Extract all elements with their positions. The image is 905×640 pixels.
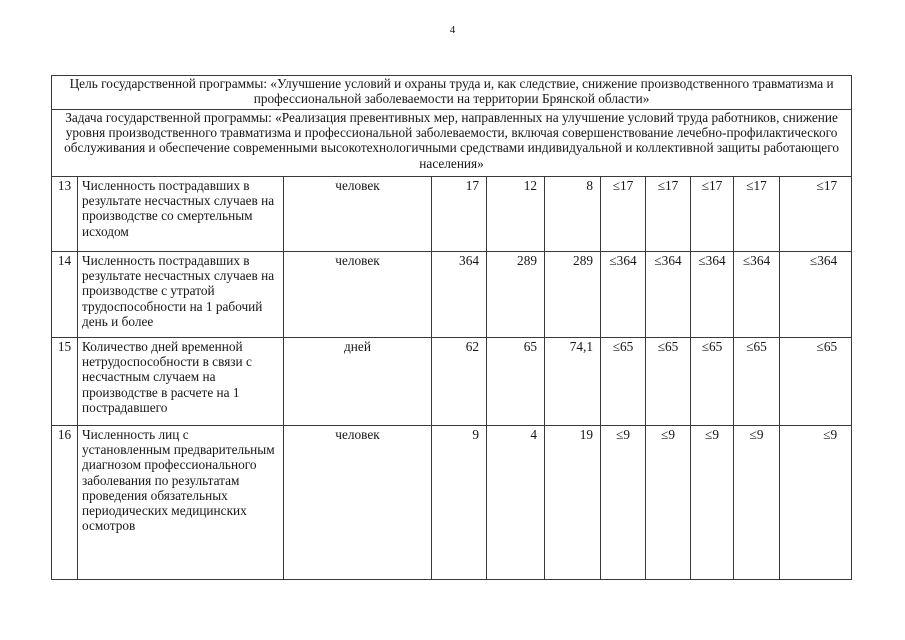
table-row: [52, 426, 852, 580]
target-cell: ≤364: [601, 252, 646, 338]
target-cell: ≤65: [601, 338, 646, 426]
indicator-name: Численность лиц с установленным предварительным диагнозом профессионального заболевания по результатам проведения обязательных периодических медицинских осмотров: [78, 426, 284, 580]
unit-cell: дней: [284, 338, 432, 426]
value-cell: 9: [432, 426, 487, 580]
value-cell: 4: [487, 426, 545, 580]
target-cell: ≤364: [646, 252, 691, 338]
target-cell: ≤9: [601, 426, 646, 580]
target-cell: ≤17: [780, 177, 852, 252]
value-cell: 8: [545, 177, 601, 252]
table-row: [52, 177, 852, 252]
target-cell: ≤65: [646, 338, 691, 426]
indicators-table: [51, 75, 852, 580]
program-goal: Цель государственной программы: «Улучшение условий и охраны труда и, как следствие, снижение производственного травматизма и профессиональной заболеваемости на территории Брянской области»: [52, 76, 852, 110]
task-row: [52, 110, 852, 177]
value-cell: 289: [545, 252, 601, 338]
target-cell: ≤17: [734, 177, 780, 252]
target-cell: ≤17: [601, 177, 646, 252]
table-row: [52, 338, 852, 426]
value-cell: 364: [432, 252, 487, 338]
value-cell: 65: [487, 338, 545, 426]
row-number: 13: [52, 177, 78, 252]
indicator-name: Численность пострадавших в результате несчастных случаев на производстве со смертельным исходом: [78, 177, 284, 252]
value-cell: 289: [487, 252, 545, 338]
value-cell: 74,1: [545, 338, 601, 426]
target-cell: ≤364: [734, 252, 780, 338]
target-cell: ≤9: [691, 426, 734, 580]
page-number: 4: [449, 24, 456, 36]
target-cell: ≤364: [780, 252, 852, 338]
row-number: 15: [52, 338, 78, 426]
unit-cell: человек: [284, 426, 432, 580]
target-cell: ≤9: [780, 426, 852, 580]
target-cell: ≤9: [646, 426, 691, 580]
goal-row: [52, 76, 852, 110]
value-cell: 19: [545, 426, 601, 580]
row-number: 16: [52, 426, 78, 580]
unit-cell: человек: [284, 177, 432, 252]
target-cell: ≤17: [646, 177, 691, 252]
target-cell: ≤9: [734, 426, 780, 580]
target-cell: ≤65: [734, 338, 780, 426]
row-number: 14: [52, 252, 78, 338]
table-row: [52, 252, 852, 338]
indicator-name: Численность пострадавших в результате несчастных случаев на производстве с утратой трудоспособности на 1 рабочий день и более: [78, 252, 284, 338]
value-cell: 12: [487, 177, 545, 252]
value-cell: 17: [432, 177, 487, 252]
indicator-name: Количество дней временной нетрудоспособности в связи с несчастным случаем на производстве в расчете на 1 пострадавшего: [78, 338, 284, 426]
target-cell: ≤17: [691, 177, 734, 252]
target-cell: ≤65: [691, 338, 734, 426]
target-cell: ≤65: [780, 338, 852, 426]
value-cell: 62: [432, 338, 487, 426]
unit-cell: человек: [284, 252, 432, 338]
program-task: Задача государственной программы: «Реализация превентивных мер, направленных на улучшение условий труда работников, снижение уровня производственного травматизма и профессиональной заболеваемости, включая совершенствование лечебно-профилактического обслуживания и обеспечение современными высокотехнологичными средствами индивидуальной и коллективной защиты работающего населения»: [52, 110, 852, 177]
target-cell: ≤364: [691, 252, 734, 338]
